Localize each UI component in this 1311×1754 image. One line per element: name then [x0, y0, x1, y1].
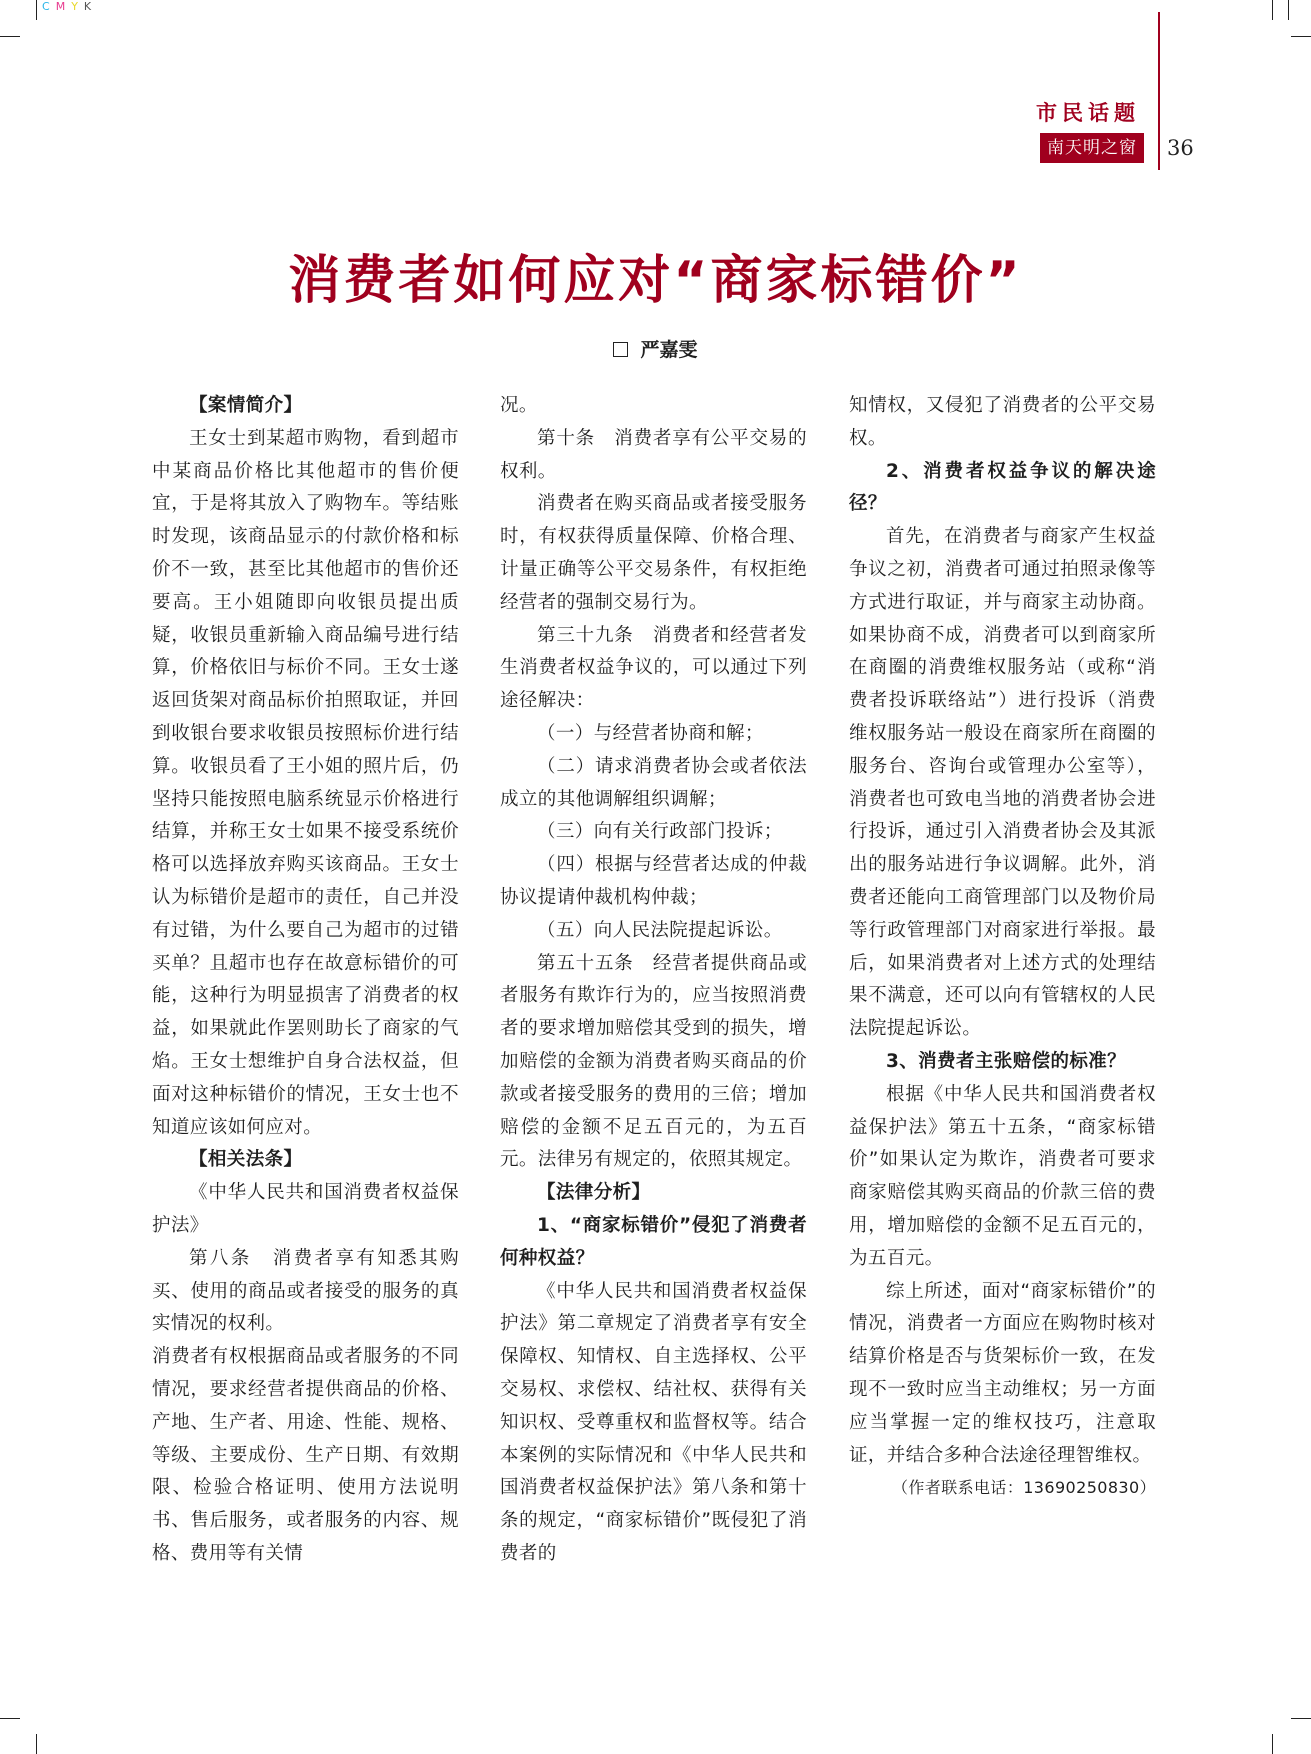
page-number: 36	[1167, 136, 1194, 160]
paragraph: 根据《中华人民共和国消费者权益保护法》第五十五条，“商家标错价”如果认定为欺诈，消费者可要求商家赔偿其购买商品的价款三倍的费用，增加赔偿的金额不足五百元的，为五百元。	[849, 1083, 1156, 1269]
article-column-1	[152, 390, 459, 1571]
paragraph: 首先，在消费者与商家产生权益争议之初，消费者可通过拍照录像等方式进行取证，并与商家主动协商。如果协商不成，消费者可以到商家所在商圈的消费维权服务站（或称“消费者投诉联络站”）进行投诉（消费维权服务站一般设在商家所在商圈的服务台、咨询台或管理办公室等），消费者也可致电当地的消费者协会进行投诉，通过引入消费者协会及其派出的服务站进行争议调解。此外，消费者还能向工商管理部门以及物价局等行政管理部门对商家进行举报。最后，如果消费者对上述方式的处理结果不满意，还可以向有管辖权的人民法院提起诉讼。	[849, 526, 1156, 1040]
crop-mark	[0, 1718, 20, 1719]
paragraph: 《中华人民共和国消费者权益保护法》第二章规定了消费者享有安全保障权、知情权、自主选择权、公平交易权、求偿权、结社权、获得有关知识权、受尊重权和监督权等。结合本案例的实际情况和《中华人民共和国消费者权益保护法》第八条和第十条的规定，“商家标错价”既侵犯了消费者的	[500, 1280, 807, 1564]
paragraph: 知情权，又侵犯了消费者的公平交易权。	[849, 395, 1156, 449]
article-column-3	[849, 390, 1156, 1505]
crop-mark	[1272, 1734, 1273, 1754]
crop-mark	[1291, 1718, 1311, 1719]
color-registration-mark: CMYK	[42, 0, 98, 13]
paragraph: （五）向人民法院提起诉讼。	[537, 919, 783, 941]
paragraph: 第十条 消费者享有公平交易的权利。	[500, 427, 807, 482]
paragraph: 1、“商家标错价”侵犯了消费者何种权益？	[500, 1214, 807, 1269]
paragraph: （二）请求消费者协会或者依法成立的其他调解组织调解；	[500, 755, 807, 810]
paragraph: 第八条 消费者享有知悉其购买、使用的商品或者接受的服务的真实情况的权利。	[152, 1247, 459, 1335]
paragraph: 第三十九条 消费者和经营者发生消费者权益争议的，可以通过下列途径解决：	[500, 624, 807, 712]
paragraph: 王女士到某超市购物，看到超市中某商品价格比其他超市的售价便宜，于是将其放入了购物车。等结账时发现，该商品显示的付款价格和标价不一致，甚至比其他超市的售价还要高。王小姐随即向收银员提出质疑，收银员重新输入商品编号进行结算，价格依旧与标价不同。王女士遂返回货架对商品标价拍照取证，并回到收银台要求收银员按照标价进行结算。收银员看了王小姐的照片后，仍坚持只能按照电脑系统显示价格进行结算，并称王女士如果不接受系统价格可以选择放弃购买该商品。王女士认为标错价是超市的责任，自己并没有过错，为什么要自己为超市的过错买单？且超市也存在故意标错价的可能，这种行为明显损害了消费者的权益，如果就此作罢则助长了商家的气焰。王女士想维护自身合法权益，但面对这种标错价的情况，王女士也不知道应该如何应对。	[152, 427, 459, 1138]
crop-mark	[0, 36, 20, 37]
crop-mark	[36, 1734, 37, 1754]
paragraph: （作者联系电话：13690250830）	[892, 1478, 1156, 1498]
byline	[0, 335, 1311, 362]
section-title: 市民话题	[1036, 101, 1140, 125]
paragraph: 第五十五条 经营者提供商品或者服务有欺诈行为的，应当按照消费者的要求增加赔偿其受到的损失，增加赔偿的金额为消费者购买商品的价款或者接受服务的费用的三倍；增加赔偿的金额不足五百元的，为五百元。法律另有规定的，依照其规定。	[500, 952, 807, 1171]
paragraph: 【案情简介】	[189, 395, 303, 416]
paragraph: （三）向有关行政部门投诉；	[537, 821, 783, 843]
paragraph: （一）与经营者协商和解；	[537, 722, 764, 744]
paragraph: 消费者有权根据商品或者服务的不同情况，要求经营者提供商品的价格、产地、生产者、用途、性能、规格、等级、主要成份、生产日期、有效期限、检验合格证明、使用方法说明书、售后服务，或者服务的内容、规格、费用等有关情	[152, 1346, 459, 1564]
article-title: 消费者如何应对“商家标错价”	[288, 251, 1023, 311]
paragraph: 况。	[500, 395, 538, 416]
crop-mark	[1291, 36, 1311, 37]
byline-box-icon	[613, 342, 628, 357]
paragraph: 【相关法条】	[189, 1149, 303, 1171]
header-divider	[1158, 12, 1160, 170]
paragraph: （四）根据与经营者达成的仲裁协议提请仲裁机构仲裁；	[500, 854, 807, 908]
author-name: 严嘉雯	[640, 339, 698, 361]
paragraph: 消费者在购买商品或者接受服务时，有权获得质量保障、价格合理、计量正确等公平交易条件，有权拒绝经营者的强制交易行为。	[500, 493, 807, 613]
paragraph: 【法律分析】	[537, 1182, 651, 1204]
paragraph: 3、消费者主张赔偿的标准？	[886, 1050, 1127, 1072]
crop-mark	[1288, 0, 1289, 20]
crop-mark	[1272, 0, 1273, 20]
paragraph: 2、消费者权益争议的解决途径？	[849, 460, 1156, 515]
paragraph: 综上所述，面对“商家标错价”的情况，消费者一方面应在购物时核对结算价格是否与货架标价一致，在发现不一致时应当主动维权；另一方面应当掌握一定的维权技巧，注意取证，并结合多种合法途径理智维权。	[849, 1280, 1156, 1466]
crop-mark	[36, 0, 37, 20]
article-column-2	[500, 390, 807, 1571]
paragraph: 《中华人民共和国消费者权益保护法》	[152, 1182, 459, 1236]
column-badge: 南天明之窗	[1040, 133, 1144, 163]
